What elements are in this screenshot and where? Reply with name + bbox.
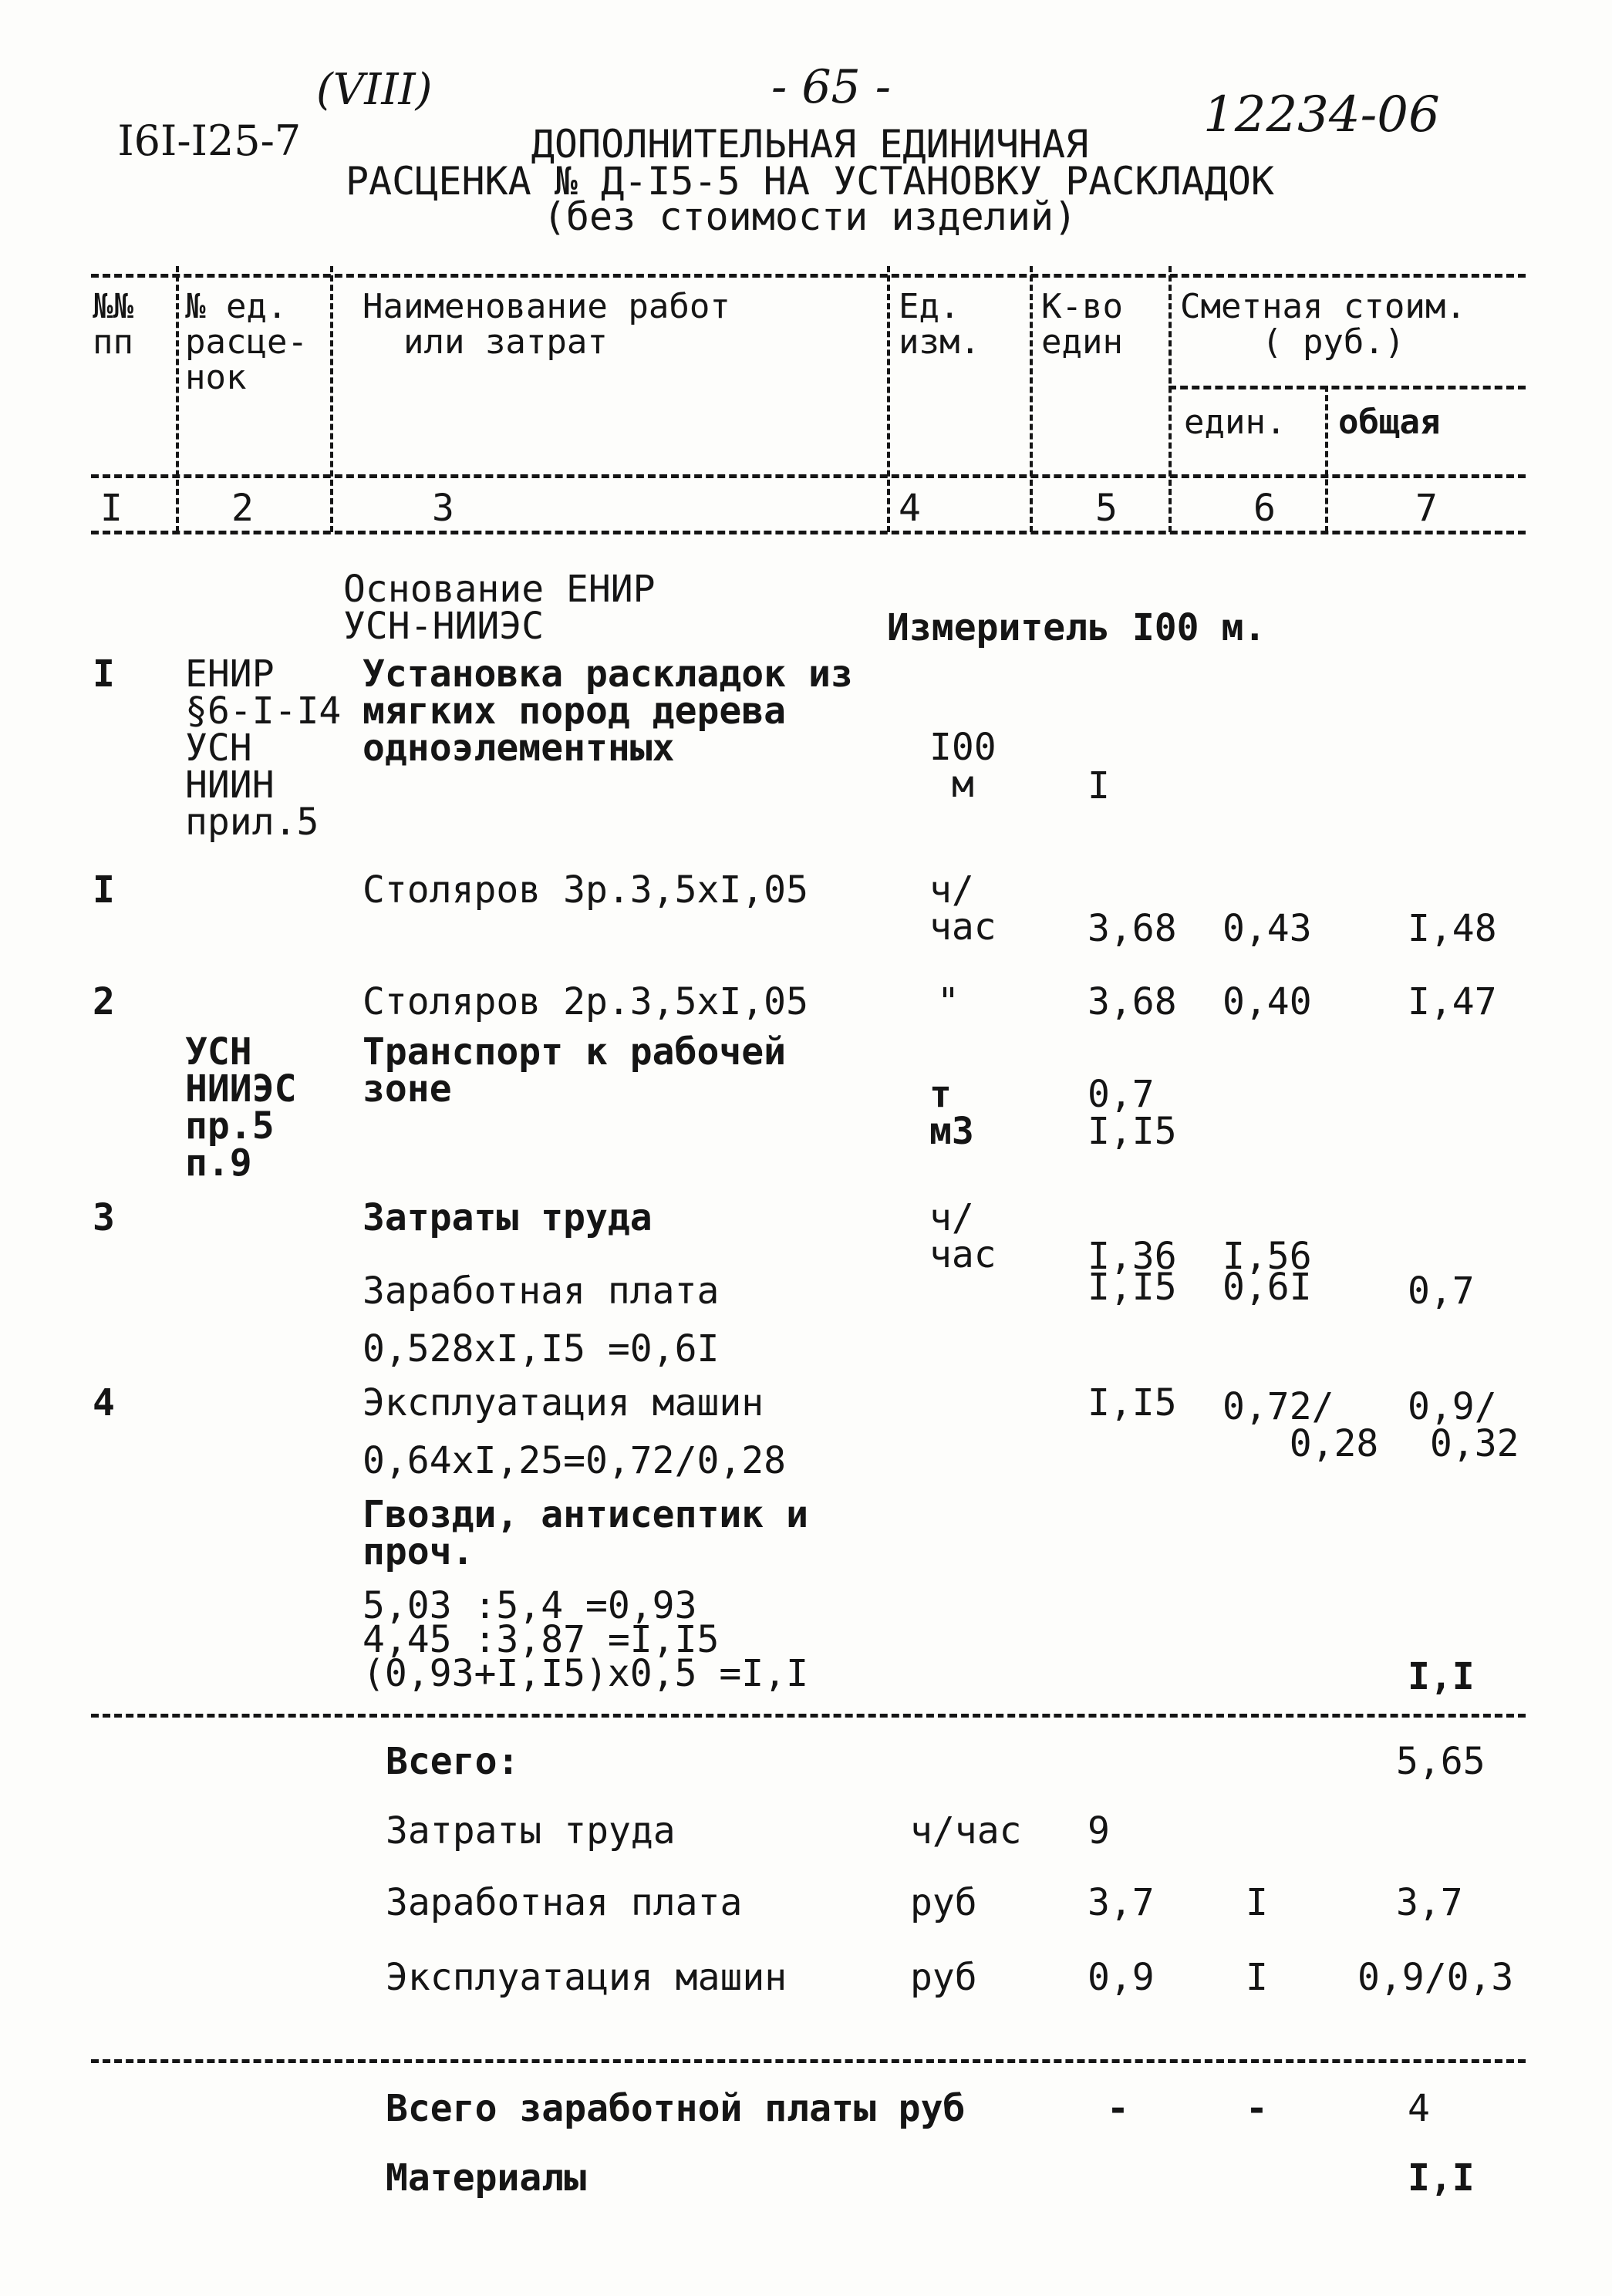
col-number-5: 5 — [1095, 487, 1118, 530]
row-quantity: I — [1088, 764, 1110, 807]
measure-label: Измеритель I00 м. — [887, 606, 1266, 649]
col-divider-6 — [1325, 386, 1328, 532]
col-divider-4 — [1030, 266, 1033, 532]
col-number-4: 4 — [899, 487, 921, 530]
row-name: 0,528хI,I5 =0,6I — [363, 1327, 720, 1371]
row-name: 5,03 :5,4 =0,93 4,45 :3,87 =I,I5 (0,93+I,I5)х0,5 =I,I — [363, 1584, 808, 1695]
col-number-6: 6 — [1253, 487, 1276, 530]
row-unit: " — [937, 980, 959, 1023]
footer-total: I,I — [1408, 2156, 1475, 2200]
summary-total: 0,9/0,3 — [1357, 1956, 1514, 1999]
col-number-1: I — [100, 487, 123, 530]
row-total: I,47 — [1408, 980, 1497, 1023]
col-header-quantity: К-во един — [1041, 287, 1123, 362]
stamp-number: 12234-06 — [1203, 86, 1440, 143]
col-header-total-cost: общая — [1338, 403, 1441, 442]
col-divider-2 — [330, 266, 333, 532]
col-divider-5 — [1169, 266, 1172, 532]
col-number-2: 2 — [231, 487, 254, 530]
row-reference: ЕНИР §6-I-I4 УСН НИИН прил.5 — [185, 652, 342, 844]
row-number: 3 — [93, 1196, 115, 1239]
row-number: 2 — [93, 980, 115, 1023]
numbers-bottom-rule — [91, 531, 1526, 534]
row-quantity: 0,7 I,I5 — [1088, 1073, 1177, 1153]
row-number: I — [93, 868, 115, 912]
row-total: I,I — [1408, 1655, 1475, 1698]
row-name: Столяров 2р.3,5хI,05 — [363, 980, 808, 1023]
col-number-3: 3 — [432, 487, 454, 530]
row-unit-price: 0,72/ 0,28 — [1222, 1385, 1379, 1465]
row-unit-price: 0,43 — [1222, 907, 1312, 950]
document-code-text: I6I-I25-7 — [117, 116, 302, 165]
row-unit-price: I,56 — [1222, 1235, 1312, 1278]
footer-total: 4 — [1408, 2087, 1430, 2130]
summary-unit: руб — [910, 1956, 977, 1999]
summary-unit: руб — [910, 1881, 977, 1924]
row-unit-price: 0,6I — [1222, 1266, 1312, 1309]
basis-label: Основание ЕНИР УСН-НИИЭС — [343, 568, 656, 648]
col-header-unit: Ед. изм. — [899, 287, 980, 362]
title-line-2: РАСЦЕНКА № Д-I5-5 НА УСТАНОВКУ РАСКЛАДОК — [345, 159, 1275, 204]
summary-total: 5,65 — [1396, 1740, 1486, 1783]
row-name: Затраты труда — [363, 1196, 653, 1239]
document-code-suffix: (VIII) — [316, 65, 433, 115]
row-unit: т м3 — [929, 1073, 974, 1153]
row-name: 0,64хI,25=0,72/0,28 — [363, 1439, 787, 1482]
summary-quantity: 0,9 — [1088, 1956, 1155, 1999]
footer-rule — [91, 2059, 1526, 2063]
row-name: Транспорт к рабочей зоне — [363, 1030, 787, 1111]
row-number: I — [93, 652, 115, 696]
summary-label: Заработная плата — [386, 1881, 743, 1924]
row-quantity: I,I5 — [1088, 1381, 1177, 1424]
summary-coefficient: I — [1246, 1881, 1268, 1924]
header-top-rule — [91, 274, 1526, 278]
row-quantity: I,36 — [1088, 1235, 1177, 1278]
col-header-unit-cost: един. — [1184, 403, 1287, 442]
col-divider-3 — [887, 266, 890, 532]
title-line-1: ДОПОЛНИТЕЛЬНАЯ ЕДИНИЧНАЯ — [531, 122, 1089, 167]
row-reference: УСН НИИЭС пр.5 п.9 — [185, 1030, 297, 1185]
summary-label: Эксплуатация машин — [386, 1956, 787, 1999]
row-quantity: 3,68 — [1088, 980, 1177, 1023]
col-header-cost: Сметная стоим. ( руб.) — [1180, 287, 1466, 362]
row-name: Установка раскладок из мягких пород дерева одноэлементных — [363, 652, 853, 770]
row-name: Гвозди, антисептик и проч. — [363, 1493, 808, 1573]
totals-rule — [91, 1714, 1526, 1718]
row-unit: ч/ час — [929, 868, 997, 949]
footer-label: Всего заработной платы руб — [386, 2087, 966, 2130]
row-total: 0,7 — [1408, 1269, 1475, 1313]
row-unit-price: 0,40 — [1222, 980, 1312, 1023]
footer-label: Материалы — [386, 2156, 587, 2200]
summary-label: Всего: — [386, 1740, 520, 1783]
row-unit: I00 м — [929, 726, 997, 806]
row-name: Заработная плата — [363, 1269, 720, 1313]
summary-total: 3,7 — [1396, 1881, 1463, 1924]
summary-unit: ч/час — [910, 1809, 1022, 1853]
col-header-number: №№ пп — [93, 287, 133, 362]
row-total: I,48 — [1408, 907, 1497, 950]
summary-quantity: 3,7 — [1088, 1881, 1155, 1924]
row-name: Столяров 3р.3,5хI,05 — [363, 868, 808, 912]
summary-label: Затраты труда — [386, 1809, 676, 1853]
col-header-work-name: Наименование работ или затрат — [363, 287, 730, 362]
col-number-7: 7 — [1415, 487, 1438, 530]
page-number: - 65 - — [771, 60, 892, 114]
row-number: 4 — [93, 1381, 115, 1424]
summary-quantity: 9 — [1088, 1809, 1110, 1853]
row-name: Эксплуатация машин — [363, 1381, 764, 1424]
row-quantity: 3,68 — [1088, 907, 1177, 950]
col-divider-1 — [176, 266, 179, 532]
col-header-rate-number: № ед. расце- нок — [185, 287, 308, 397]
footer-coefficient: - — [1246, 2087, 1268, 2130]
row-quantity: I,I5 — [1088, 1266, 1177, 1309]
title-line-3: (без стоимости изделий) — [542, 194, 1077, 239]
row-total: 0,9/ 0,32 — [1408, 1385, 1519, 1465]
summary-coefficient: I — [1246, 1956, 1268, 1999]
footer-quantity: - — [1107, 2087, 1129, 2130]
cost-subheader-rule — [1169, 386, 1526, 389]
header-bottom-rule — [91, 474, 1526, 478]
row-unit: ч/ час — [929, 1196, 997, 1276]
